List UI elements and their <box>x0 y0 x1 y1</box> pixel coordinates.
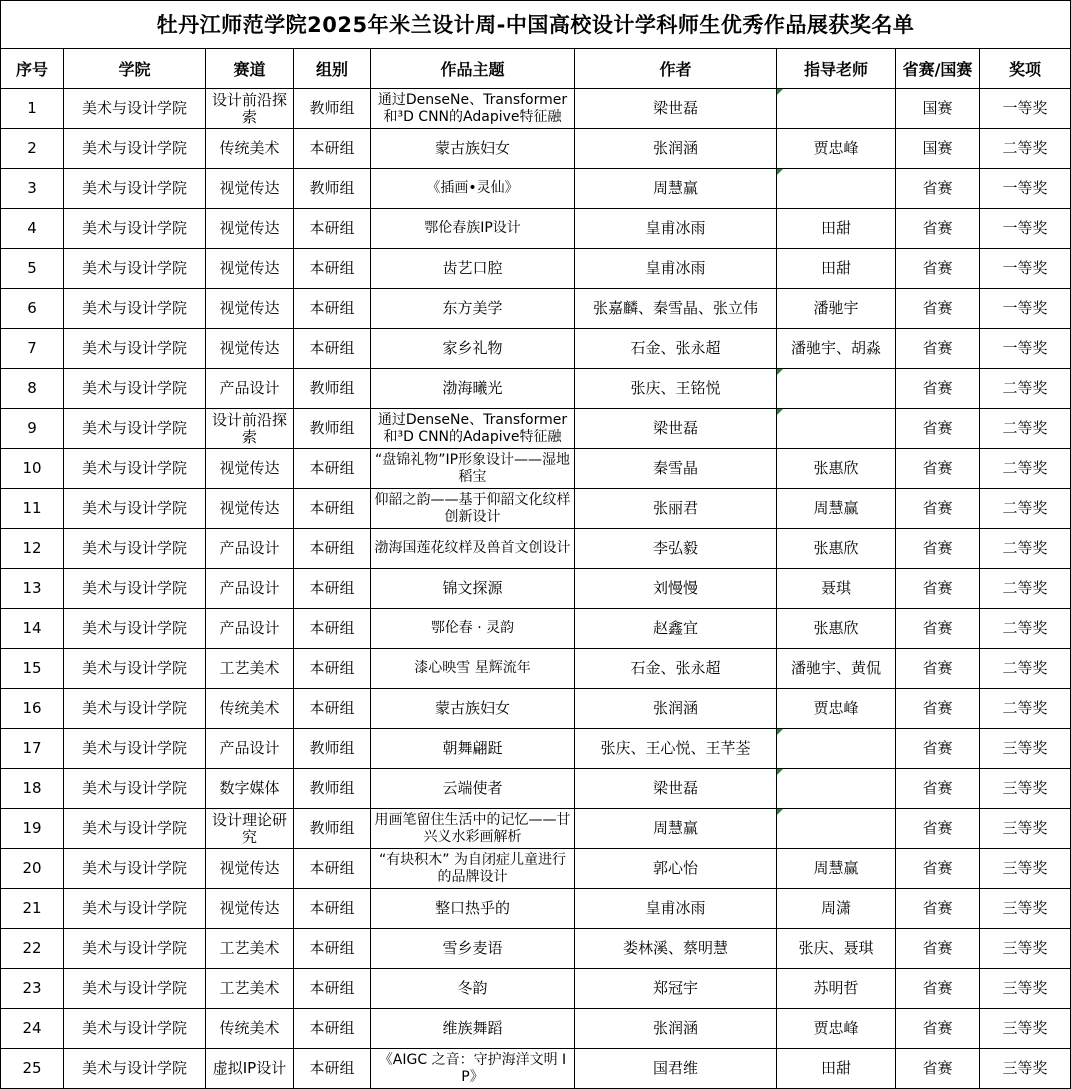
cell-col-college[interactable]: 美术与设计学院 <box>64 129 206 169</box>
cell-col-author[interactable]: 郭心怡 <box>575 849 777 889</box>
cell-col-theme[interactable]: 云端使者 <box>371 769 575 809</box>
cell-col-award[interactable]: 二等奖 <box>980 569 1071 609</box>
cell-col-theme[interactable]: 《AIGC 之音：守护海洋文明 IP》 <box>371 1049 575 1089</box>
cell-col-theme[interactable]: 鄂伦春 · 灵韵 <box>371 609 575 649</box>
cell-col-college[interactable]: 美术与设计学院 <box>64 409 206 449</box>
cell-col-award[interactable]: 三等奖 <box>980 729 1071 769</box>
cell-col-track[interactable]: 工艺美术 <box>206 969 294 1009</box>
cell-col-award[interactable]: 二等奖 <box>980 689 1071 729</box>
cell-col-level[interactable]: 省赛 <box>896 569 980 609</box>
cell-col-index[interactable]: 7 <box>1 329 64 369</box>
cell-col-author[interactable]: 张庆、王铭悦 <box>575 369 777 409</box>
cell-col-group[interactable]: 本研组 <box>294 289 371 329</box>
table-row <box>1 209 1071 249</box>
cell-col-index[interactable]: 21 <box>1 889 64 929</box>
cell-col-advisor[interactable]: 周慧赢 <box>777 489 896 529</box>
table-row <box>1 1009 1071 1049</box>
cell-col-group[interactable]: 本研组 <box>294 329 371 369</box>
cell-col-theme[interactable]: 通过DenseNe、Transformer和³D CNN的Adapive特征融 <box>371 409 575 449</box>
cell-col-theme[interactable]: 渤海国莲花纹样及兽首文创设计 <box>371 529 575 569</box>
cell-col-theme[interactable]: 蒙古族妇女 <box>371 129 575 169</box>
cell-col-level[interactable]: 省赛 <box>896 649 980 689</box>
cell-col-award[interactable]: 三等奖 <box>980 969 1071 1009</box>
cell-col-group[interactable]: 本研组 <box>294 929 371 969</box>
cell-col-award[interactable]: 二等奖 <box>980 409 1071 449</box>
cell-col-group[interactable]: 教师组 <box>294 89 371 129</box>
cell-col-advisor[interactable]: 张惠欣 <box>777 529 896 569</box>
cell-col-college[interactable]: 美术与设计学院 <box>64 849 206 889</box>
cell-col-index[interactable]: 20 <box>1 849 64 889</box>
cell-col-award[interactable]: 二等奖 <box>980 369 1071 409</box>
cell-col-award[interactable]: 二等奖 <box>980 489 1071 529</box>
cell-col-author[interactable]: 张润涵 <box>575 1009 777 1049</box>
cell-col-track[interactable]: 设计前沿探索 <box>206 89 294 129</box>
cell-col-group[interactable]: 本研组 <box>294 489 371 529</box>
sheet-title: 牡丹江师范学院2025年米兰设计周-中国高校设计学科师生优秀作品展获奖名单 <box>0 0 1071 48</box>
cell-col-index[interactable]: 15 <box>1 649 64 689</box>
cell-col-index[interactable]: 22 <box>1 929 64 969</box>
cell-col-college[interactable]: 美术与设计学院 <box>64 209 206 249</box>
cell-col-advisor[interactable]: 贾忠峰 <box>777 1009 896 1049</box>
cell-col-advisor[interactable]: 贾忠峰 <box>777 129 896 169</box>
table-row <box>1 1049 1071 1089</box>
cell-col-author[interactable]: 李弘毅 <box>575 529 777 569</box>
cell-col-author[interactable]: 石金、张永超 <box>575 649 777 689</box>
cell-col-level[interactable]: 国赛 <box>896 89 980 129</box>
table-row <box>1 529 1071 569</box>
cell-col-author[interactable]: 周慧赢 <box>575 169 777 209</box>
cell-col-author[interactable]: 皇甫冰雨 <box>575 209 777 249</box>
cell-col-college[interactable]: 美术与设计学院 <box>64 929 206 969</box>
cell-col-group[interactable]: 教师组 <box>294 769 371 809</box>
cell-col-advisor[interactable]: 潘驰宇、黄侃 <box>777 649 896 689</box>
cell-col-award[interactable]: 二等奖 <box>980 449 1071 489</box>
cell-col-author[interactable]: 梁世磊 <box>575 409 777 449</box>
cell-col-level[interactable]: 省赛 <box>896 329 980 369</box>
cell-col-track[interactable]: 视觉传达 <box>206 889 294 929</box>
cell-col-level[interactable]: 省赛 <box>896 249 980 289</box>
cell-col-college[interactable]: 美术与设计学院 <box>64 169 206 209</box>
cell-col-advisor[interactable]: 田甜 <box>777 209 896 249</box>
cell-col-college[interactable]: 美术与设计学院 <box>64 369 206 409</box>
cell-col-index[interactable]: 19 <box>1 809 64 849</box>
cell-col-advisor[interactable]: 潘驰宇、胡淼 <box>777 329 896 369</box>
cell-col-award[interactable]: 一等奖 <box>980 329 1071 369</box>
cell-col-award[interactable]: 三等奖 <box>980 929 1071 969</box>
cell-col-theme[interactable]: 仰韶之韵——基于仰韶文化纹样创新设计 <box>371 489 575 529</box>
cell-col-level[interactable]: 省赛 <box>896 409 980 449</box>
cell-col-college[interactable]: 美术与设计学院 <box>64 329 206 369</box>
cell-col-level[interactable]: 省赛 <box>896 449 980 489</box>
cell-col-advisor[interactable]: 张惠欣 <box>777 449 896 489</box>
cell-col-advisor[interactable] <box>777 729 896 769</box>
cell-col-level[interactable]: 省赛 <box>896 369 980 409</box>
cell-col-theme[interactable]: 锦文探源 <box>371 569 575 609</box>
table-row <box>1 889 1071 929</box>
cell-col-author[interactable]: 石金、张永超 <box>575 329 777 369</box>
cell-col-track[interactable]: 产品设计 <box>206 369 294 409</box>
cell-col-theme[interactable]: 东方美学 <box>371 289 575 329</box>
cell-col-track[interactable]: 视觉传达 <box>206 849 294 889</box>
cell-col-college[interactable]: 美术与设计学院 <box>64 489 206 529</box>
cell-col-level[interactable]: 省赛 <box>896 169 980 209</box>
table-row <box>1 409 1071 449</box>
cell-col-author[interactable]: 周慧赢 <box>575 809 777 849</box>
header-col-theme: 作品主题 <box>371 49 575 89</box>
cell-col-index[interactable]: 25 <box>1 1049 64 1089</box>
cell-col-theme[interactable]: 冬韵 <box>371 969 575 1009</box>
cell-col-author[interactable]: 刘慢慢 <box>575 569 777 609</box>
table-row <box>1 449 1071 489</box>
cell-col-track[interactable]: 视觉传达 <box>206 209 294 249</box>
cell-col-author[interactable]: 赵鑫宜 <box>575 609 777 649</box>
cell-col-author[interactable]: 张润涵 <box>575 689 777 729</box>
cell-col-theme[interactable]: “盘锦礼物”IP形象设计——湿地稻宝 <box>371 449 575 489</box>
cell-col-advisor[interactable]: 田甜 <box>777 1049 896 1089</box>
cell-col-theme[interactable]: 齿艺口腔 <box>371 249 575 289</box>
header-col-group: 组别 <box>294 49 371 89</box>
awards-table <box>0 48 1071 1089</box>
cell-col-track[interactable]: 视觉传达 <box>206 329 294 369</box>
cell-col-award[interactable]: 一等奖 <box>980 249 1071 289</box>
cell-col-index[interactable]: 12 <box>1 529 64 569</box>
table-row <box>1 329 1071 369</box>
cell-col-level[interactable]: 省赛 <box>896 729 980 769</box>
cell-col-level[interactable]: 省赛 <box>896 209 980 249</box>
cell-col-group[interactable]: 教师组 <box>294 729 371 769</box>
header-col-author: 作者 <box>575 49 777 89</box>
cell-col-advisor[interactable]: 潘驰宇 <box>777 289 896 329</box>
cell-col-author[interactable]: 娄林溪、蔡明慧 <box>575 929 777 969</box>
cell-col-level[interactable]: 省赛 <box>896 1009 980 1049</box>
cell-col-level[interactable]: 省赛 <box>896 889 980 929</box>
cell-col-track[interactable]: 虚拟IP设计 <box>206 1049 294 1089</box>
cell-col-level[interactable]: 省赛 <box>896 849 980 889</box>
cell-col-group[interactable]: 教师组 <box>294 169 371 209</box>
cell-col-index[interactable]: 11 <box>1 489 64 529</box>
cell-col-track[interactable]: 产品设计 <box>206 729 294 769</box>
cell-col-level[interactable]: 省赛 <box>896 1049 980 1089</box>
cell-col-index[interactable]: 18 <box>1 769 64 809</box>
cell-col-group[interactable]: 教师组 <box>294 369 371 409</box>
cell-col-theme[interactable]: 鄂伦春族IP设计 <box>371 209 575 249</box>
cell-col-theme[interactable]: 漆心映雪 星辉流年 <box>371 649 575 689</box>
cell-col-track[interactable]: 产品设计 <box>206 569 294 609</box>
cell-col-college[interactable]: 美术与设计学院 <box>64 729 206 769</box>
cell-col-index[interactable]: 2 <box>1 129 64 169</box>
cell-col-advisor[interactable] <box>777 769 896 809</box>
cell-col-author[interactable]: 国君维 <box>575 1049 777 1089</box>
cell-col-track[interactable]: 产品设计 <box>206 609 294 649</box>
cell-col-author[interactable]: 郑冠宇 <box>575 969 777 1009</box>
cell-col-group[interactable]: 教师组 <box>294 809 371 849</box>
cell-col-group[interactable]: 本研组 <box>294 1009 371 1049</box>
cell-col-theme[interactable]: 用画笔留住生活中的记忆——甘兴义水彩画解析 <box>371 809 575 849</box>
header-col-college: 学院 <box>64 49 206 89</box>
cell-col-college[interactable]: 美术与设计学院 <box>64 569 206 609</box>
cell-col-advisor[interactable]: 贾忠峰 <box>777 689 896 729</box>
cell-col-award[interactable]: 三等奖 <box>980 849 1071 889</box>
cell-col-group[interactable]: 本研组 <box>294 569 371 609</box>
cell-col-theme[interactable]: 渤海曦光 <box>371 369 575 409</box>
cell-col-group[interactable]: 本研组 <box>294 609 371 649</box>
table-body <box>1 89 1071 1089</box>
cell-col-award[interactable]: 二等奖 <box>980 529 1071 569</box>
cell-col-group[interactable]: 本研组 <box>294 969 371 1009</box>
cell-col-group[interactable]: 本研组 <box>294 449 371 489</box>
cell-col-index[interactable]: 3 <box>1 169 64 209</box>
cell-col-advisor[interactable]: 张惠欣 <box>777 609 896 649</box>
cell-col-track[interactable]: 视觉传达 <box>206 289 294 329</box>
cell-col-college[interactable]: 美术与设计学院 <box>64 529 206 569</box>
cell-col-group[interactable]: 教师组 <box>294 409 371 449</box>
cell-col-college[interactable]: 美术与设计学院 <box>64 249 206 289</box>
cell-col-track[interactable]: 传统美术 <box>206 1009 294 1049</box>
cell-col-college[interactable]: 美术与设计学院 <box>64 769 206 809</box>
header-col-level: 省赛/国赛 <box>896 49 980 89</box>
table-row <box>1 89 1071 129</box>
cell-col-author[interactable]: 张润涵 <box>575 129 777 169</box>
cell-col-advisor[interactable]: 田甜 <box>777 249 896 289</box>
cell-col-level[interactable]: 国赛 <box>896 129 980 169</box>
cell-col-advisor[interactable] <box>777 89 896 129</box>
cell-col-theme[interactable]: 《插画•灵仙》 <box>371 169 575 209</box>
table-row <box>1 489 1071 529</box>
table-row <box>1 689 1071 729</box>
header-col-advisor: 指导老师 <box>777 49 896 89</box>
cell-col-track[interactable]: 传统美术 <box>206 689 294 729</box>
cell-col-level[interactable]: 省赛 <box>896 969 980 1009</box>
cell-col-author[interactable]: 张庆、王心悦、王芊荃 <box>575 729 777 769</box>
header-col-award: 奖项 <box>980 49 1071 89</box>
cell-col-track[interactable]: 设计理论研究 <box>206 809 294 849</box>
cell-col-college[interactable]: 美术与设计学院 <box>64 89 206 129</box>
cell-col-college[interactable]: 美术与设计学院 <box>64 809 206 849</box>
cell-col-level[interactable]: 省赛 <box>896 529 980 569</box>
cell-col-advisor[interactable]: 张庆、聂琪 <box>777 929 896 969</box>
cell-col-index[interactable]: 8 <box>1 369 64 409</box>
cell-col-college[interactable]: 美术与设计学院 <box>64 1009 206 1049</box>
cell-col-award[interactable]: 一等奖 <box>980 89 1071 129</box>
cell-col-track[interactable]: 工艺美术 <box>206 929 294 969</box>
cell-col-track[interactable]: 传统美术 <box>206 129 294 169</box>
cell-col-advisor[interactable] <box>777 409 896 449</box>
table-row <box>1 769 1071 809</box>
cell-col-index[interactable]: 14 <box>1 609 64 649</box>
cell-col-track[interactable]: 工艺美术 <box>206 649 294 689</box>
cell-col-group[interactable]: 本研组 <box>294 129 371 169</box>
table-row <box>1 249 1071 289</box>
cell-col-award[interactable]: 三等奖 <box>980 889 1071 929</box>
cell-col-level[interactable]: 省赛 <box>896 689 980 729</box>
cell-col-college[interactable]: 美术与设计学院 <box>64 689 206 729</box>
cell-col-college[interactable]: 美术与设计学院 <box>64 609 206 649</box>
table-row <box>1 129 1071 169</box>
cell-col-group[interactable]: 本研组 <box>294 209 371 249</box>
header-col-track: 赛道 <box>206 49 294 89</box>
cell-col-index[interactable]: 17 <box>1 729 64 769</box>
cell-col-award[interactable]: 三等奖 <box>980 809 1071 849</box>
cell-col-group[interactable]: 本研组 <box>294 529 371 569</box>
cell-col-award[interactable]: 三等奖 <box>980 1009 1071 1049</box>
cell-col-college[interactable]: 美术与设计学院 <box>64 1049 206 1089</box>
cell-col-theme[interactable]: “有块积木” 为自闭症儿童进行的品牌设计 <box>371 849 575 889</box>
cell-col-track[interactable]: 设计前沿探索 <box>206 409 294 449</box>
cell-col-level[interactable]: 省赛 <box>896 929 980 969</box>
cell-col-award[interactable]: 一等奖 <box>980 169 1071 209</box>
cell-col-college[interactable]: 美术与设计学院 <box>64 889 206 929</box>
cell-col-author[interactable]: 张嘉麟、秦雪晶、张立伟 <box>575 289 777 329</box>
cell-col-track[interactable]: 产品设计 <box>206 529 294 569</box>
cell-col-award[interactable]: 一等奖 <box>980 209 1071 249</box>
cell-col-college[interactable]: 美术与设计学院 <box>64 449 206 489</box>
table-row <box>1 969 1071 1009</box>
table-row <box>1 609 1071 649</box>
cell-col-theme[interactable]: 通过DenseNe、Transformer和³D CNN的Adapive特征融 <box>371 89 575 129</box>
table-row <box>1 929 1071 969</box>
cell-col-award[interactable]: 一等奖 <box>980 289 1071 329</box>
table-row <box>1 169 1071 209</box>
cell-col-index[interactable]: 6 <box>1 289 64 329</box>
cell-col-theme[interactable]: 维族舞蹈 <box>371 1009 575 1049</box>
cell-col-author[interactable]: 张丽君 <box>575 489 777 529</box>
cell-col-index[interactable]: 13 <box>1 569 64 609</box>
cell-col-award[interactable]: 二等奖 <box>980 129 1071 169</box>
cell-col-index[interactable]: 24 <box>1 1009 64 1049</box>
cell-col-award[interactable]: 三等奖 <box>980 1049 1071 1089</box>
cell-col-level[interactable]: 省赛 <box>896 609 980 649</box>
cell-col-group[interactable]: 本研组 <box>294 889 371 929</box>
cell-col-track[interactable]: 视觉传达 <box>206 489 294 529</box>
cell-col-group[interactable]: 本研组 <box>294 1049 371 1089</box>
cell-col-college[interactable]: 美术与设计学院 <box>64 649 206 689</box>
cell-col-award[interactable]: 二等奖 <box>980 649 1071 689</box>
cell-col-index[interactable]: 1 <box>1 89 64 129</box>
cell-col-track[interactable]: 视觉传达 <box>206 169 294 209</box>
cell-col-advisor[interactable]: 周慧赢 <box>777 849 896 889</box>
cell-col-level[interactable]: 省赛 <box>896 489 980 529</box>
cell-col-theme[interactable]: 家乡礼物 <box>371 329 575 369</box>
cell-col-advisor[interactable]: 周潇 <box>777 889 896 929</box>
cell-col-group[interactable]: 本研组 <box>294 689 371 729</box>
table-row <box>1 729 1071 769</box>
table-row <box>1 569 1071 609</box>
cell-col-author[interactable]: 皇甫冰雨 <box>575 249 777 289</box>
cell-col-track[interactable]: 视觉传达 <box>206 249 294 289</box>
cell-col-index[interactable]: 16 <box>1 689 64 729</box>
header-col-index: 序号 <box>1 49 64 89</box>
cell-col-author[interactable]: 秦雪晶 <box>575 449 777 489</box>
cell-col-group[interactable]: 本研组 <box>294 649 371 689</box>
cell-col-level[interactable]: 省赛 <box>896 769 980 809</box>
cell-col-theme[interactable]: 朝舞翩跹 <box>371 729 575 769</box>
cell-col-index[interactable]: 4 <box>1 209 64 249</box>
cell-col-author[interactable]: 梁世磊 <box>575 769 777 809</box>
cell-col-theme[interactable]: 雪乡麦语 <box>371 929 575 969</box>
cell-col-theme[interactable]: 蒙古族妇女 <box>371 689 575 729</box>
table-row <box>1 649 1071 689</box>
table-row <box>1 809 1071 849</box>
cell-col-advisor[interactable] <box>777 169 896 209</box>
cell-col-author[interactable]: 梁世磊 <box>575 89 777 129</box>
cell-col-author[interactable]: 皇甫冰雨 <box>575 889 777 929</box>
cell-col-index[interactable]: 5 <box>1 249 64 289</box>
cell-col-track[interactable]: 视觉传达 <box>206 449 294 489</box>
cell-col-group[interactable]: 本研组 <box>294 249 371 289</box>
cell-col-group[interactable]: 本研组 <box>294 849 371 889</box>
cell-col-level[interactable]: 省赛 <box>896 289 980 329</box>
table-header-row <box>1 49 1071 89</box>
cell-col-index[interactable]: 10 <box>1 449 64 489</box>
table-row <box>1 849 1071 889</box>
cell-col-advisor[interactable]: 聂琪 <box>777 569 896 609</box>
cell-col-level[interactable]: 省赛 <box>896 809 980 849</box>
table-row <box>1 369 1071 409</box>
cell-col-college[interactable]: 美术与设计学院 <box>64 969 206 1009</box>
cell-col-track[interactable]: 数字媒体 <box>206 769 294 809</box>
cell-col-index[interactable]: 9 <box>1 409 64 449</box>
cell-col-index[interactable]: 23 <box>1 969 64 1009</box>
cell-col-theme[interactable]: 整口热乎的 <box>371 889 575 929</box>
cell-col-award[interactable]: 三等奖 <box>980 769 1071 809</box>
cell-col-college[interactable]: 美术与设计学院 <box>64 289 206 329</box>
cell-col-advisor[interactable] <box>777 809 896 849</box>
table-row <box>1 289 1071 329</box>
cell-col-award[interactable]: 二等奖 <box>980 609 1071 649</box>
cell-col-advisor[interactable]: 苏明哲 <box>777 969 896 1009</box>
cell-col-advisor[interactable] <box>777 369 896 409</box>
